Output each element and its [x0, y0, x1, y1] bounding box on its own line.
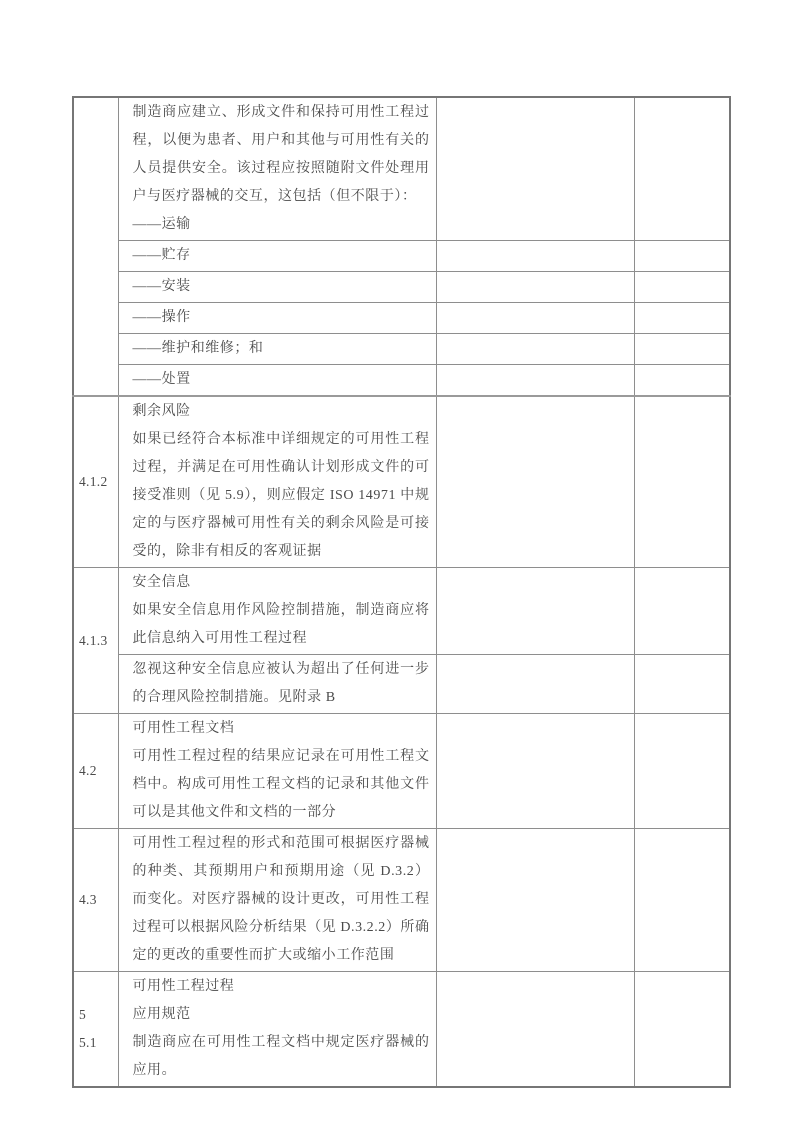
list-item: ——操作: [132, 310, 191, 325]
requirement-paragraph: 制造商应在可用性工程文档中规定医疗器械的应用。: [132, 1035, 430, 1078]
clause-number-cell: 4.2: [73, 714, 118, 829]
blank-cell: [436, 829, 634, 972]
list-item: ——安装: [132, 279, 191, 294]
table-row: [73, 303, 730, 334]
table-row: [73, 714, 730, 829]
list-item: ——处置: [132, 372, 191, 387]
list-item-cell: [118, 272, 436, 303]
requirements-table: [72, 96, 731, 1088]
blank-cell: [634, 829, 730, 972]
blank-cell: [436, 714, 634, 829]
blank-cell: [436, 97, 634, 241]
blank-cell: [634, 97, 730, 241]
blank-cell: [634, 334, 730, 365]
table-row: [73, 334, 730, 365]
requirement-text-cell: [118, 568, 436, 655]
requirement-paragraph: 如果已经符合本标准中详细规定的可用性工程过程，并满足在可用性确认计划形成文件的可接受准则（见 5.9），则应假定 ISO 14971 中规定的与医疗器械可用性有关的剩余风险是可接受的，除非有相反的客观证据: [132, 432, 430, 559]
table-row: [73, 97, 730, 241]
blank-cell: [634, 655, 730, 714]
blank-cell: [436, 365, 634, 397]
list-item: ——维护和维修；和: [132, 341, 264, 356]
blank-cell: [436, 334, 634, 365]
blank-cell: [634, 714, 730, 829]
list-item-cell: [118, 303, 436, 334]
requirement-text-cell: [118, 829, 436, 972]
requirement-title: 安全信息: [132, 575, 191, 590]
clause-number-cell: 4.1.3: [73, 568, 118, 714]
blank-cell: [634, 396, 730, 568]
blank-cell: [436, 241, 634, 272]
list-item: ——贮存: [132, 248, 191, 263]
blank-cell: [436, 568, 634, 655]
requirement-title: 可用性工程过程: [132, 979, 235, 994]
requirement-paragraph: 忽视这种安全信息应被认为超出了任何进一步的合理风险控制措施。见附录 B: [132, 662, 430, 705]
blank-cell: [634, 365, 730, 397]
clause-number-cell: 4.3: [73, 829, 118, 972]
requirement-text-cell: [118, 396, 436, 568]
table-row: [73, 272, 730, 303]
list-item-cell: [118, 334, 436, 365]
requirement-title: 可用性工程文档: [132, 721, 235, 736]
blank-cell: [634, 972, 730, 1088]
clause-number-cell: [73, 972, 118, 1088]
list-item-cell: [118, 365, 436, 397]
blank-cell: [436, 272, 634, 303]
clause-number-cell: [73, 97, 118, 396]
blank-cell: [436, 303, 634, 334]
requirement-paragraph: 可用性工程过程的形式和范围可根据医疗器械的种类、其预期用户和预期用途（见 D.3.2）而变化。对医疗器械的设计更改，可用性工程过程可以根据风险分析结果（见 D.3.2.2）所确定的更改的重要性而扩大或缩小工作范围: [132, 836, 430, 963]
list-item: ——运输: [132, 217, 191, 232]
list-item-cell: [118, 241, 436, 272]
requirement-text-cell: [118, 972, 436, 1088]
table-row: [73, 396, 730, 568]
requirement-paragraph: 制造商应建立、形成文件和保持可用性工程过程，以便为患者、用户和其他与可用性有关的人员提供安全。该过程应按照随附文件处理用户与医疗器械的交互，这包括（但不限于）：: [132, 105, 430, 204]
table-row: [73, 655, 730, 714]
blank-cell: [436, 972, 634, 1088]
requirement-paragraph: 可用性工程过程的结果应记录在可用性工程文档中。构成可用性工程文档的记录和其他文件可以是其他文件和文档的一部分: [132, 749, 430, 820]
requirement-text-cell: [118, 655, 436, 714]
requirement-title: 剩余风险: [132, 404, 191, 419]
table-row: [73, 568, 730, 655]
blank-cell: [634, 272, 730, 303]
table-row: [73, 829, 730, 972]
blank-cell: [436, 655, 634, 714]
clause-number: 5.1: [79, 1035, 97, 1050]
blank-cell: [634, 303, 730, 334]
requirement-subtitle: 应用规范: [132, 1007, 191, 1022]
table-row: [73, 972, 730, 1088]
requirement-text-cell: [118, 714, 436, 829]
blank-cell: [436, 396, 634, 568]
clause-number-cell: 4.1.2: [73, 396, 118, 568]
requirement-text-cell: [118, 97, 436, 241]
clause-number: 5: [79, 1007, 87, 1022]
requirement-paragraph: 如果安全信息用作风险控制措施，制造商应将此信息纳入可用性工程过程: [132, 603, 430, 646]
blank-cell: [634, 241, 730, 272]
table-row: [73, 365, 730, 397]
blank-cell: [634, 568, 730, 655]
table-row: [73, 241, 730, 272]
